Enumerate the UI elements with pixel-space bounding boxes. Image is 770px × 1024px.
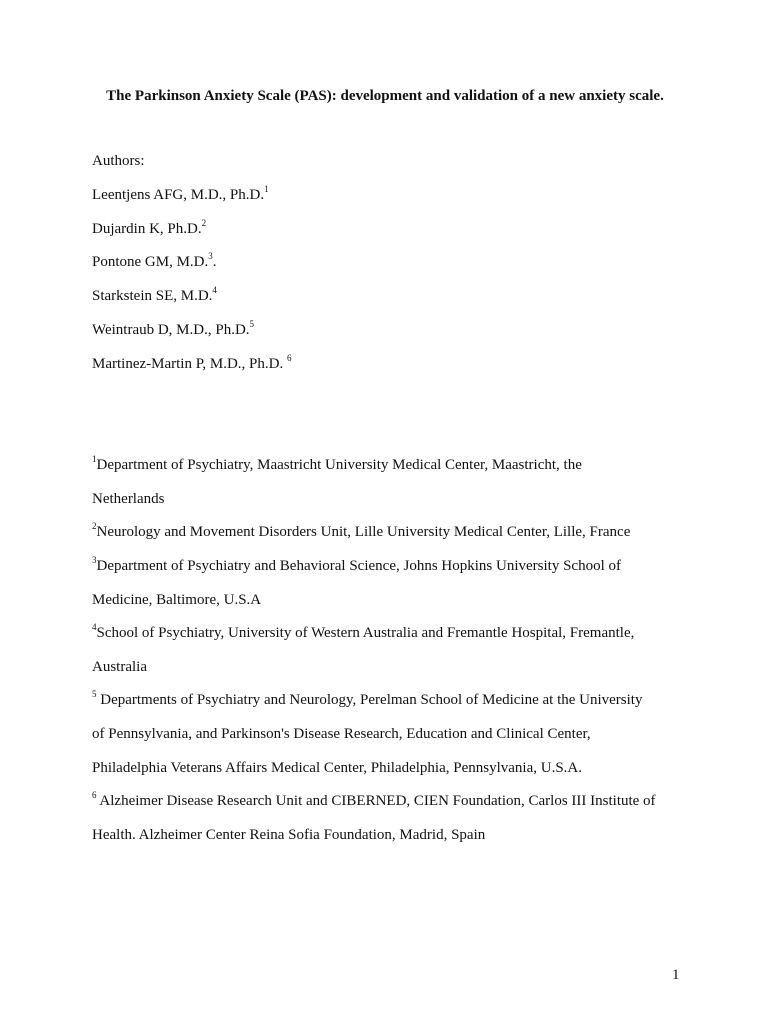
author-affiliation-mark: 5: [249, 319, 255, 329]
affiliation-text: Departments of Psychiatry and Neurology, Perelman School of Medicine at the University: [96, 692, 643, 708]
affiliation-line: [92, 758, 582, 778]
affiliation-line: [92, 590, 261, 610]
affiliation-line: [92, 489, 164, 509]
affiliation-mark: 5: [92, 689, 97, 699]
author-line: [92, 219, 206, 239]
affiliation-text: Netherlands: [92, 491, 165, 507]
affiliation-line: [92, 724, 591, 744]
author-line: [92, 320, 254, 340]
affiliation-mark: 4: [92, 622, 97, 632]
author-name: Leentjens AFG, M.D., Ph.D.: [92, 187, 265, 203]
author-suffix: .: [212, 254, 217, 270]
affiliation-line: [92, 825, 485, 845]
affiliation-line: [92, 556, 621, 576]
author-affiliation-mark: 3: [208, 251, 213, 261]
affiliation-line: [92, 657, 147, 677]
author-name: Pontone GM, M.D.: [92, 254, 209, 270]
affiliation-mark: 1: [92, 454, 97, 464]
author-name: Martinez-Martin P, M.D., Ph.D.: [92, 356, 287, 372]
affiliation-line: [92, 690, 642, 710]
author-affiliation-mark: 4: [212, 285, 217, 295]
affiliation-mark: 6: [92, 790, 97, 800]
affiliation-text: Health. Alzheimer Center Reina Sofia Foundation, Madrid, Spain: [92, 827, 486, 843]
affiliation-text: Philadelphia Veterans Affairs Medical Center, Philadelphia, Pennsylvania, U.S.A.: [92, 760, 582, 776]
author-line: [92, 252, 217, 272]
author-affiliation-mark: 1: [264, 184, 269, 194]
affiliation-text: Medicine, Baltimore, U.S.A: [92, 592, 262, 608]
author-affiliation-mark: 6: [287, 353, 292, 363]
authors-heading: Authors:: [92, 153, 145, 169]
affiliation-text: Neurology and Movement Disorders Unit, Lille University Medical Center, Lille, France: [96, 524, 631, 540]
affiliation-mark: 3: [92, 555, 97, 565]
affiliation-line: [92, 522, 630, 542]
author-name: Weintraub D, M.D., Ph.D.: [92, 322, 250, 338]
affiliation-text: Australia: [92, 659, 147, 675]
affiliation-line: [92, 623, 634, 643]
paper-title: The Parkinson Anxiety Scale (PAS): development and validation of a new anxiety scale.: [106, 88, 664, 104]
affiliation-text: Department of Psychiatry, Maastricht University Medical Center, Maastricht, the: [96, 457, 582, 473]
affiliation-text: of Pennsylvania, and Parkinson's Disease Research, Education and Clinical Center,: [92, 726, 591, 742]
author-line: [92, 286, 217, 306]
affiliation-text: Alzheimer Disease Research Unit and CIBERNED, CIEN Foundation, Carlos III Institute of: [96, 793, 656, 809]
author-line: [92, 354, 292, 374]
author-name: Starkstein SE, M.D.: [92, 288, 213, 304]
affiliation-text: School of Psychiatry, University of Western Australia and Fremantle Hospital, Fremantle,: [96, 625, 635, 641]
affiliation-mark: 2: [92, 521, 97, 531]
author-name: Dujardin K, Ph.D.: [92, 221, 202, 237]
author-line: [92, 185, 269, 205]
author-affiliation-mark: 2: [201, 218, 207, 228]
page-number: 1: [672, 967, 680, 983]
affiliation-line: [92, 455, 582, 475]
affiliation-line: [92, 791, 656, 811]
affiliation-text: Department of Psychiatry and Behavioral Science, Johns Hopkins University School of: [96, 558, 621, 574]
